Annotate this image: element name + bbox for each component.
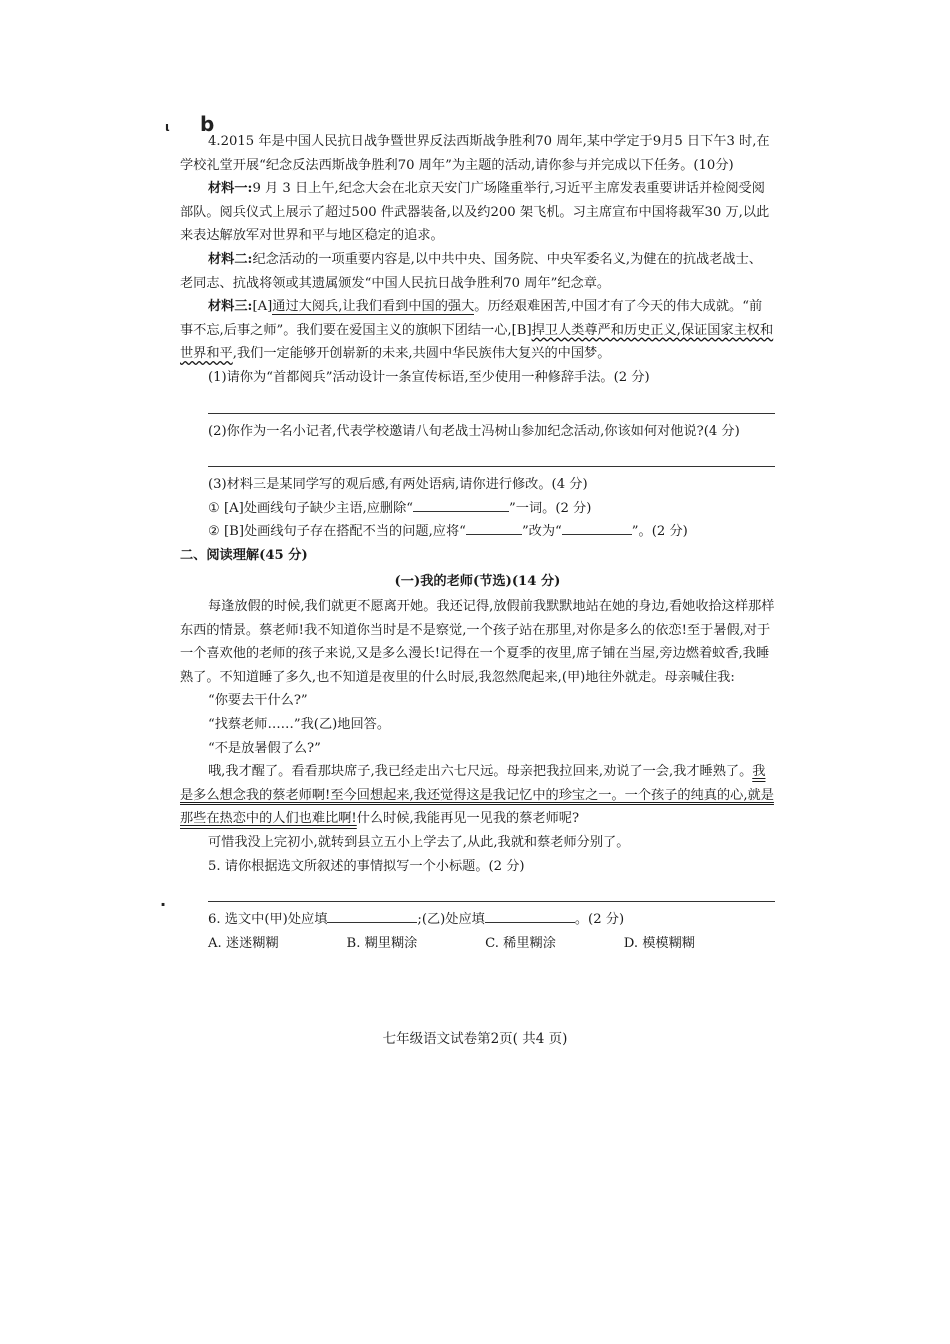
dialogue-1: “你要去干什么?” bbox=[208, 693, 308, 709]
sub-question-2: (2)你作为一名小记者,代表学校邀请八旬老战士冯树山参加纪念活动,你该如何对他说?(4 分) bbox=[208, 423, 740, 439]
passage-para-1: 每逢放假的时候,我们就更不愿离开她。我还记得,放假前我默默地站在她的身边,看她收拾这样那样东西的情景。蔡老师!我不知道你当时是不是察觉,一个孩子站在那里,对你是多么的依恋!至于暑假,对于一个喜欢他的老师的孩子来说,又是多么漫长!记得在一个夏季的夜里,席子铺在当屋,旁边燃着蚊香,我睡熟了。不知道睡了多久,也不知道是夜里的什么时辰,我忽然爬起来,(甲)地往外就走。母亲喊住我: bbox=[180, 599, 775, 685]
material-2-text: 纪念活动的一项重要内容是,以中共中央、国务院、中央军委名义,为健在的抗战老战士、老同志、抗战将领或其遗属颁发“中国人民抗日战争胜利70 周年”纪念章。 bbox=[180, 251, 762, 291]
sentence-b-underlined: 捍卫人类尊严和历史正义,保证国家主权和世界和平 bbox=[180, 322, 774, 362]
option-b[interactable]: B. 糊里糊涂 bbox=[346, 935, 418, 951]
option-a[interactable]: A. 迷迷糊糊 bbox=[208, 935, 279, 951]
blank-3b-to[interactable] bbox=[562, 520, 632, 535]
question-6-mid: ;(乙)处应填 bbox=[417, 912, 485, 928]
question-4-intro: 4.2015 年是中国人民抗日战争暨世界反法西斯战争胜利70 周年,某中学定于9月5 日下午3 时,在学校礼堂开展“纪念反法西斯战争胜利70 周年”为主题的活动,请你参与并完成以下任务。(10分) bbox=[180, 134, 770, 173]
blank-3a[interactable] bbox=[413, 497, 509, 512]
sub-question-3a-post: ”一词。(2 分) bbox=[509, 500, 592, 516]
scan-mark-scribble: b bbox=[200, 112, 215, 136]
sub-question-3b bbox=[180, 520, 775, 544]
question-5: 5. 请你根据选文所叙述的事情拟写一个小标题。(2 分) bbox=[208, 858, 525, 874]
passage-para-2-post: 什么时候,我能再见一见我的蔡老师呢? bbox=[356, 811, 580, 827]
sub-question-3b-mid: ”改为“ bbox=[521, 524, 562, 540]
sub-question-3b-post: ”。(2 分) bbox=[631, 524, 688, 540]
passage-para-3: 可惜我没上完初小,就转到县立五小上学去了,从此,我就和蔡老师分别了。 bbox=[208, 835, 630, 851]
material-1-text: 9 月 3 日上午,纪念大会在北京天安门广场隆重举行,习近平主席发表重要讲话并检阅受阅部队。阅兵仪式上展示了超过500 件武器装备,以及约200 架飞机。习主席宣布中国将裁军30 万,以此来表达解放军对世界和平与地区稳定的追求。 bbox=[180, 181, 770, 244]
mark-b: [B] bbox=[511, 322, 532, 338]
dialogue-3: “不是放暑假了么?” bbox=[208, 740, 321, 756]
question-6 bbox=[180, 908, 775, 932]
blank-6-yi[interactable] bbox=[485, 908, 575, 923]
sub-question-3b-pre: ② [B]处画线句子存在搭配不当的问题,应将“ bbox=[208, 524, 466, 540]
material-3-label: 材料三: bbox=[208, 299, 253, 315]
material-1-label: 材料一: bbox=[208, 181, 253, 197]
blank-6-jia[interactable] bbox=[327, 908, 417, 923]
option-d[interactable]: D. 模模糊糊 bbox=[623, 935, 695, 951]
question-6-pre: 6. 选文中(甲)处应填 bbox=[208, 912, 328, 928]
scan-mark-tick: ι bbox=[165, 120, 170, 134]
material-2-label: 材料二: bbox=[208, 251, 253, 267]
sub-question-1: (1)请你为“首都阅兵”活动设计一条宣传标语,至少使用一种修辞手法。(2 分) bbox=[208, 369, 650, 385]
sub-question-3: (3)材料三是某同学写的观后感,有两处语病,请你进行修改。(4 分) bbox=[208, 477, 588, 493]
material-3-middle: 。历经艰难困苦,中国才有了今天的伟大成就。“前事不忘,后事之师”。我们要在爱国主义的旗帜下团结一心, bbox=[180, 299, 763, 338]
material-2 bbox=[180, 248, 775, 295]
exam-content bbox=[180, 130, 775, 955]
question-6-post: 。(2 分) bbox=[574, 912, 625, 928]
passage-para-2-pre: 哦,我才醒了。看看那块席子,我已经走出六七尺远。母亲把我拉回来,劝说了一会,我才睡熟了。 bbox=[208, 764, 753, 780]
material-3-end: ,我们一定能够开创崭新的未来,共圆中华民族伟大复兴的中国梦。 bbox=[232, 346, 611, 362]
section-2-heading: 二、阅读理解(45 分) bbox=[180, 547, 308, 563]
sentence-a-underlined: 通过大阅兵,让我们看到中国的强大 bbox=[272, 299, 475, 315]
passage-para-2-underlined: 我是多么想念我的蔡老师啊!至今回想起来,我还觉得这是我记忆中的珍宝之一。一个孩子的纯真的心,就是那些在热恋中的人们也难比啊! bbox=[180, 764, 774, 827]
answer-line-1[interactable] bbox=[180, 390, 775, 420]
material-3 bbox=[180, 295, 775, 366]
dialogue-2: “找蔡老师……”我(乙)地回答。 bbox=[208, 717, 391, 733]
answer-line-5[interactable] bbox=[180, 878, 775, 908]
page-footer: 七年级语文试卷第2页( 共4 页) bbox=[382, 1031, 568, 1047]
answer-line-2[interactable] bbox=[180, 443, 775, 473]
blank-3b-from[interactable] bbox=[466, 520, 522, 535]
question-6-options bbox=[180, 932, 775, 956]
passage-para-2 bbox=[180, 760, 775, 831]
option-c[interactable]: C. 稀里糊涂 bbox=[485, 935, 556, 951]
material-1 bbox=[180, 177, 775, 248]
sub-question-3a-pre: ① [A]处画线句子缺少主语,应删除“ bbox=[208, 500, 414, 516]
scan-mark-dot: · bbox=[160, 895, 167, 914]
passage-title: (一)我的老师(节选)(14 分) bbox=[394, 573, 561, 589]
sub-question-3a bbox=[180, 497, 775, 521]
mark-a: [A] bbox=[252, 299, 273, 315]
